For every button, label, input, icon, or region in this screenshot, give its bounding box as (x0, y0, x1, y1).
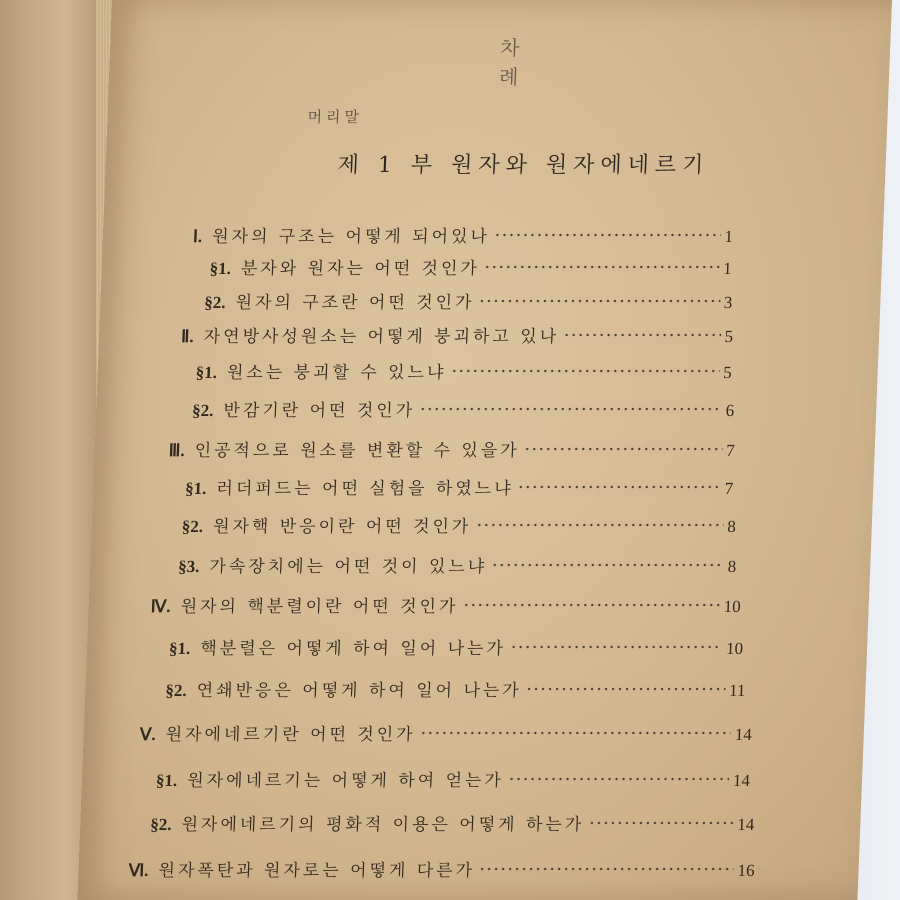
toc-chapter (139, 720, 752, 745)
toc-text: 자연방사성원소는 어떻게 붕괴하고 있나 (203, 327, 560, 347)
toc-number: §1. (155, 771, 178, 790)
toc-page: 14 (736, 815, 755, 834)
toc-number: §2. (181, 517, 204, 536)
toc-page: 7 (724, 479, 734, 498)
preface-entry: 머리말 (307, 108, 364, 126)
toc-number: §3. (177, 557, 200, 576)
toc-number: §1. (184, 479, 207, 498)
toc-number: Ⅰ. (192, 227, 203, 246)
toc-section (165, 676, 746, 701)
toc-page: 3 (723, 293, 733, 312)
toc-text: 원소는 붕괴할 수 있느냐 (226, 363, 447, 383)
toc-number: §1. (209, 259, 232, 278)
dot-leader (508, 777, 729, 781)
toc-section (204, 288, 733, 313)
toc-text: 원자의 구조란 어떤 것인가 (235, 293, 475, 313)
toc-page: 10 (723, 597, 742, 616)
toc-page: 1 (722, 259, 733, 278)
part-heading: 제 1 부 원자와 원자에네르기 (337, 153, 710, 178)
dot-leader (478, 299, 720, 303)
toc-page: 8 (727, 557, 737, 576)
toc-section (150, 810, 755, 835)
toc-page: 5 (722, 363, 733, 382)
toc-page: 16 (737, 861, 755, 880)
dot-leader (494, 233, 721, 237)
toc-page: 6 (725, 401, 735, 420)
book-page (77, 0, 892, 900)
toc-number: §2. (149, 815, 172, 834)
toc-number: Ⅴ. (139, 725, 157, 744)
dot-leader (462, 603, 719, 607)
toc-section (178, 552, 737, 577)
toc-text: 인공적으로 원소를 변환할 수 있을가 (194, 441, 520, 461)
page-title: 차 례 (498, 36, 572, 89)
dot-leader (588, 821, 733, 825)
toc-chapter (168, 436, 735, 461)
toc-text: 러더퍼드는 어떤 실험을 하였느냐 (216, 479, 514, 499)
dot-leader (563, 333, 721, 337)
toc-text: 원자에네르기는 어떻게 하여 얻는가 (186, 771, 505, 791)
dot-leader (450, 369, 719, 373)
toc-page: 5 (724, 327, 734, 346)
toc-text: 원자폭탄과 원자로는 어떻게 다른가 (158, 861, 476, 881)
toc-section (209, 254, 732, 279)
toc-number: Ⅳ. (150, 597, 172, 616)
toc-section (192, 396, 735, 421)
dot-leader (518, 485, 721, 489)
toc-page: 14 (732, 771, 751, 790)
toc-number: §1. (168, 639, 191, 658)
toc-section (195, 358, 732, 383)
toc-text: 원자에네르기의 평화적 이용은 어떻게 하는가 (181, 815, 585, 835)
toc-number: Ⅱ. (180, 327, 195, 346)
toc-page: 14 (734, 725, 753, 744)
toc-text: 원자의 구조는 어떻게 되어있나 (211, 227, 491, 247)
toc-text: 가속장치에는 어떤 것이 있느냐 (209, 557, 488, 577)
dot-leader (475, 523, 723, 527)
toc-number: Ⅲ. (168, 441, 186, 460)
toc-chapter (193, 222, 734, 247)
toc-section (169, 634, 744, 659)
dot-leader (484, 265, 720, 269)
dot-leader (419, 407, 722, 411)
toc-page: 7 (725, 441, 736, 460)
toc-chapter (128, 856, 755, 881)
toc-number: §2. (191, 401, 214, 420)
toc-number: Ⅵ. (128, 861, 149, 880)
toc-text: 분자와 원자는 어떤 것인가 (240, 259, 481, 279)
toc-chapter (181, 322, 734, 347)
dot-leader (479, 867, 734, 871)
toc-text: 원자에네르기란 어떤 것인가 (165, 725, 416, 745)
table-of-contents (77, 0, 900, 900)
toc-number: §2. (165, 681, 188, 700)
toc-number: §2. (204, 293, 226, 312)
dot-leader (510, 645, 722, 649)
toc-section (156, 766, 751, 791)
toc-page: 8 (726, 517, 737, 536)
dot-leader (420, 731, 731, 735)
toc-text: 연쇄반응은 어떻게 하여 일어 나는가 (196, 681, 523, 701)
toc-chapter (150, 592, 741, 617)
toc-section (185, 474, 734, 499)
toc-text: 원자핵 반응이란 어떤 것인가 (212, 517, 472, 537)
dot-leader (524, 447, 723, 451)
toc-page: 1 (724, 227, 734, 246)
toc-text: 원자의 핵분렬이란 어떤 것인가 (180, 597, 459, 617)
toc-page: 11 (728, 681, 746, 700)
toc-section (181, 512, 736, 537)
dot-leader (491, 563, 724, 567)
toc-number: §1. (195, 363, 218, 382)
toc-page: 10 (725, 639, 744, 658)
dot-leader (526, 687, 726, 691)
toc-text: 반감기란 어떤 것인가 (223, 401, 416, 421)
toc-text: 핵분렬은 어떻게 하여 일어 나는가 (199, 639, 507, 659)
